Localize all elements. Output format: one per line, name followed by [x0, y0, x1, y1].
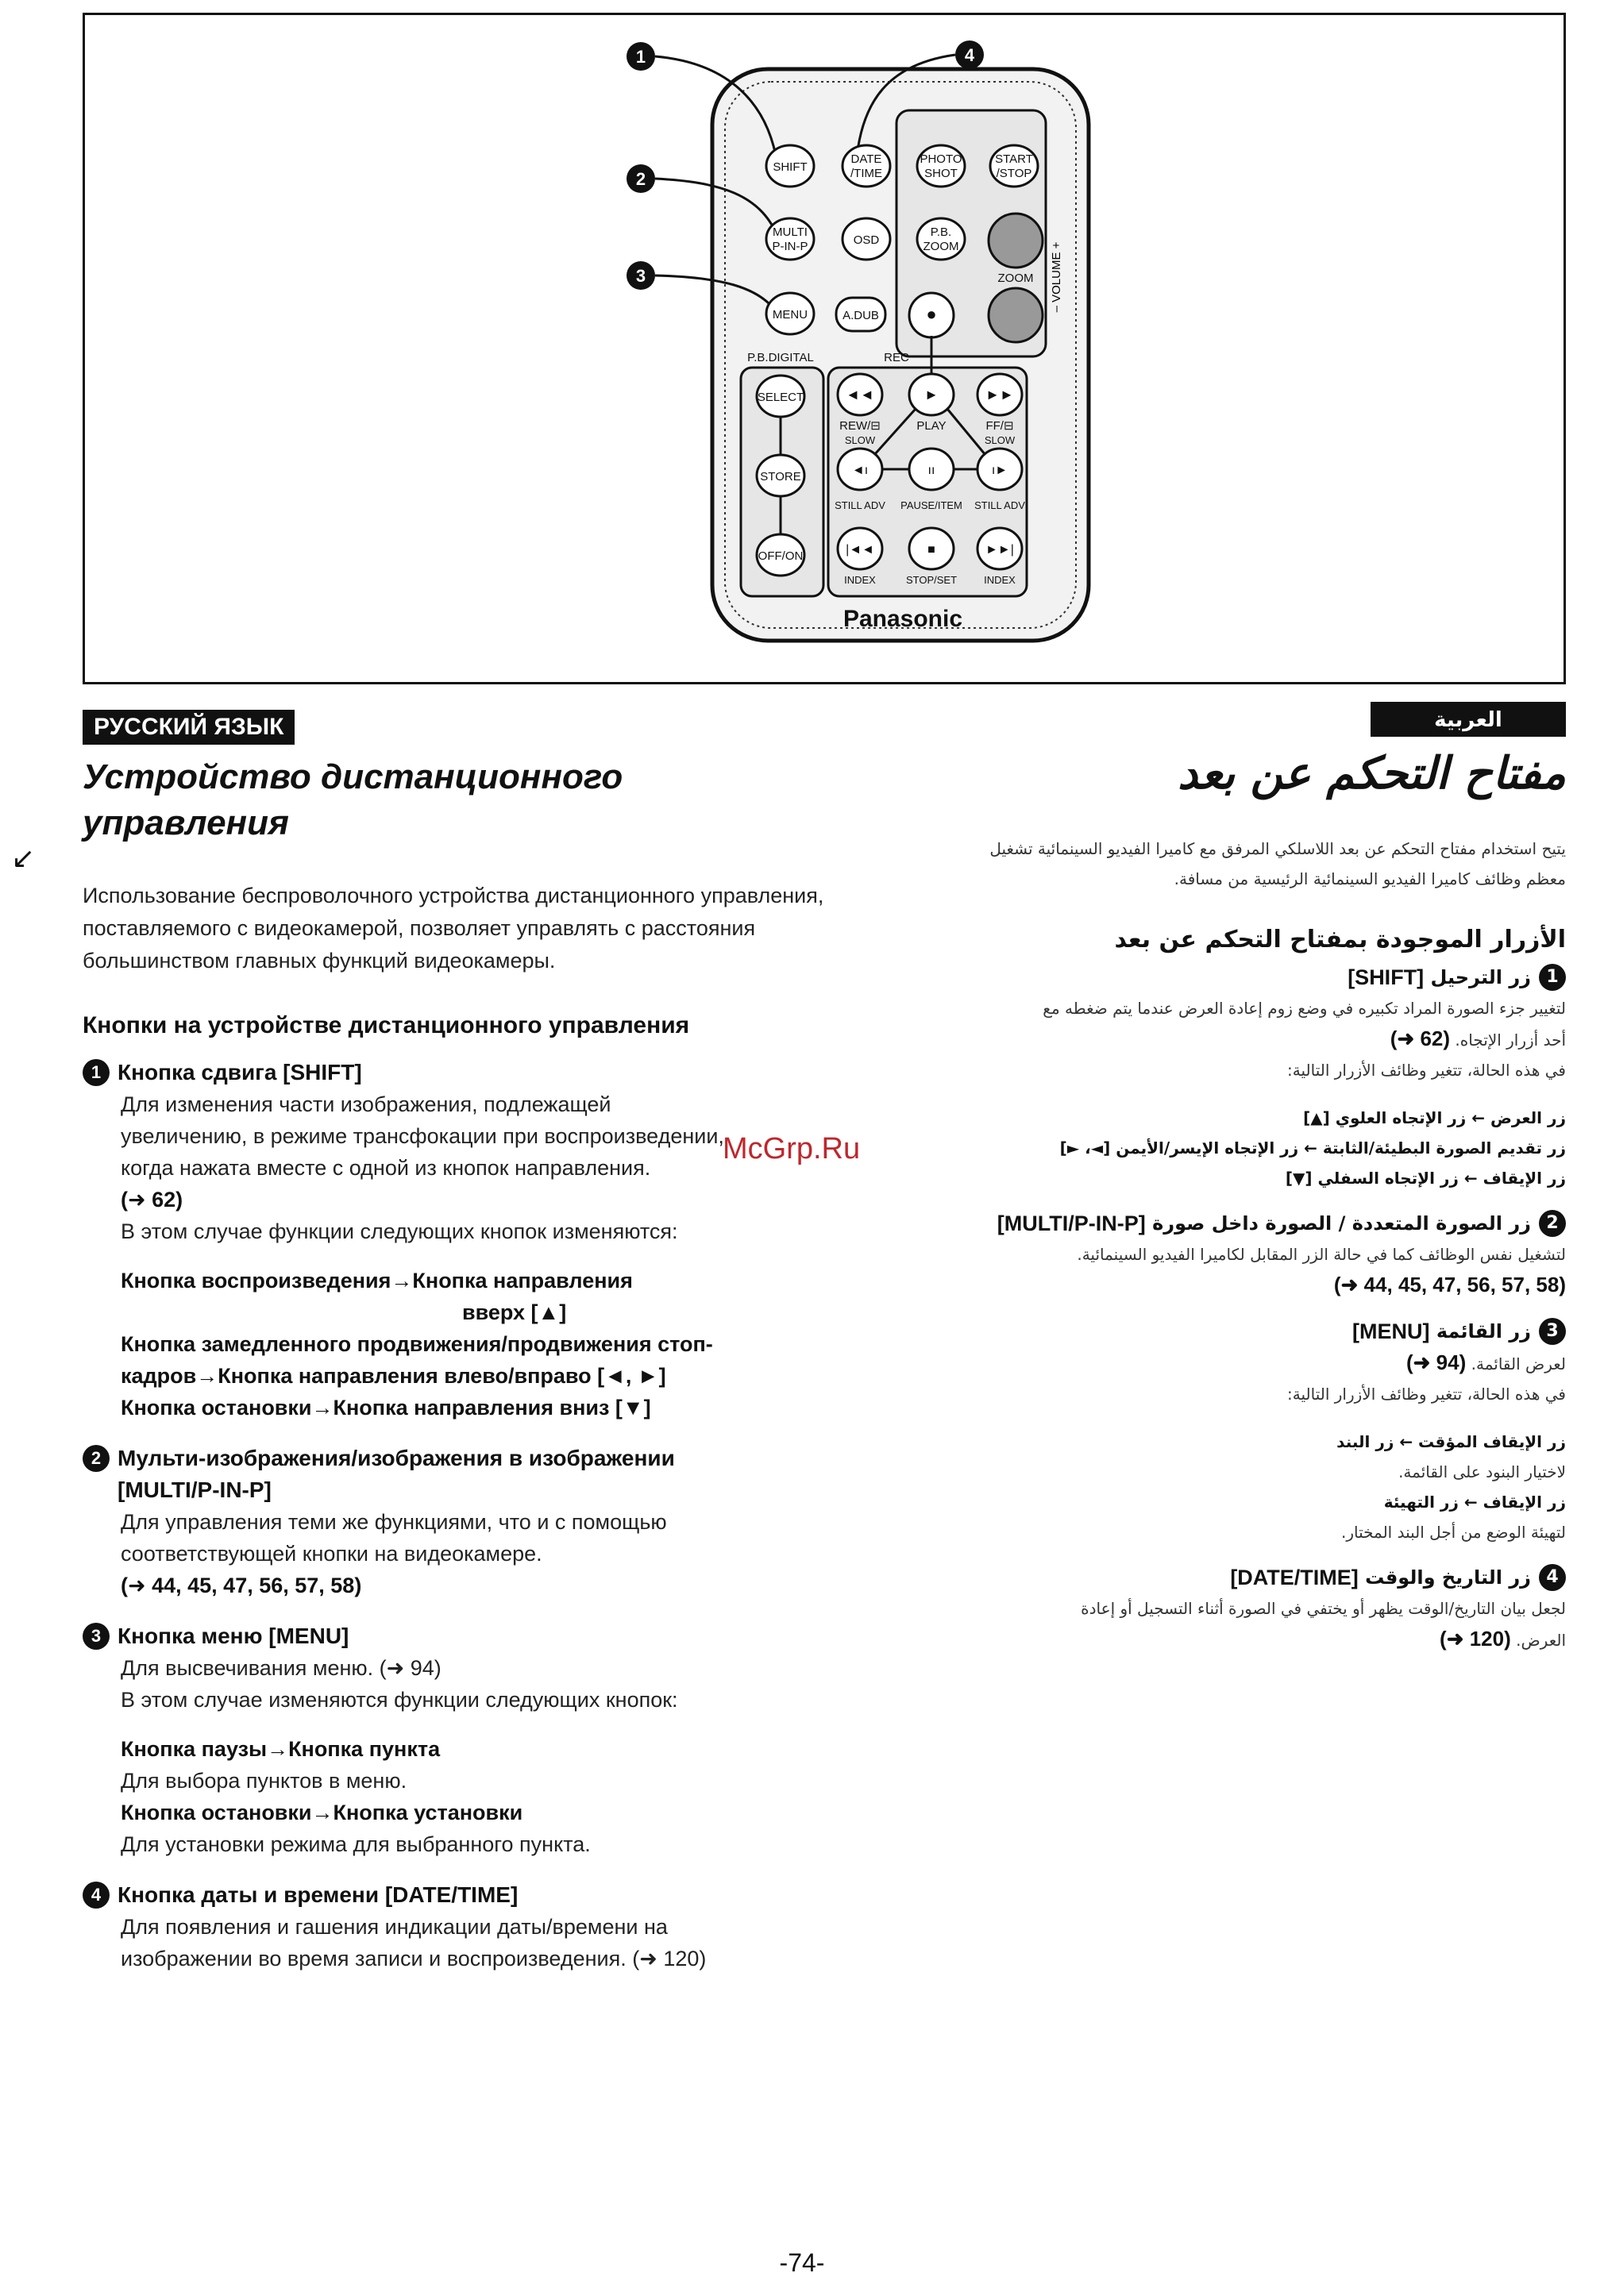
svg-text:●: ● — [926, 304, 937, 324]
svg-text:REC: REC — [884, 351, 909, 364]
svg-text:4: 4 — [964, 45, 975, 65]
callout-3 — [627, 261, 655, 290]
svg-text:OSD: OSD — [853, 233, 880, 247]
callout-1 — [627, 42, 655, 71]
svg-text:MULTI: MULTI — [773, 225, 808, 239]
watermark: McGrp.Ru — [723, 1132, 861, 1165]
svg-text:PHOTO: PHOTO — [920, 152, 962, 166]
svg-text:◄◄: ◄◄ — [846, 387, 874, 403]
ar-item-shift: 1 زر الترحيل [SHIFT] لتغيير جزء الصورة المراد تكبيره في وضع زوم إعادة العرض عندما يتم ضغطه مع أحد أزرار الإتجاه. (➜ 62) في هذه الحالة، تتغير وظائف الأزرار التالية: زر العرض ← زر الإتجاه العلوي [▲] زر تقديم الصورة البطيئة/الثابتة ← زر الإتجاه الإيسر/الأيمن [◄، ►] زر الإيقاف ← زر الإتجاه السفلي [▼] — [1043, 965, 1566, 1188]
svg-text:DATE: DATE — [850, 152, 882, 166]
svg-text:SHIFT: SHIFT — [773, 160, 808, 174]
remote-figure-box — [83, 13, 1566, 684]
svg-text:INDEX: INDEX — [844, 574, 876, 586]
svg-text:P-IN-P: P-IN-P — [772, 240, 808, 253]
ar-page-title: مفتاح التحكم عن بعد — [1178, 748, 1566, 799]
svg-text:SHOT: SHOT — [924, 167, 958, 180]
svg-text:– VOLUME +: – VOLUME + — [1050, 241, 1063, 313]
svg-text:◄ı: ◄ı — [851, 464, 869, 477]
svg-text:ıı: ıı — [927, 464, 935, 477]
pb-zoom-button — [917, 218, 965, 260]
photo-shot-button — [917, 145, 965, 187]
ru-subtitle: Кнопки на устройстве дистанционного управления — [83, 1012, 690, 1038]
multi-pinp-button — [766, 218, 814, 260]
russian-language-tag: РУССКИЙ ЯЗЫК — [83, 710, 295, 745]
zoom-plus-button — [989, 214, 1043, 268]
svg-text:A.DUB: A.DUB — [842, 309, 879, 322]
svg-text:/STOP: /STOP — [996, 167, 1032, 180]
ar-item-date-time: 4 زر التاريخ والوقت [DATE/TIME] لجعل بيان التاريخ/الوقت يظهر أو يختفي في الصورة أثناء التسجيل أو إعادة العرض. (➜ 120) — [1081, 1566, 1566, 1651]
svg-text:P.B.: P.B. — [930, 225, 952, 239]
svg-text:►►: ►► — [985, 387, 1014, 403]
ru-page-title: Устройство дистанционного управления — [83, 757, 623, 842]
svg-text:ZOOM: ZOOM — [997, 272, 1034, 285]
svg-text:■: ■ — [927, 543, 935, 557]
remote-control-illustration — [85, 15, 1564, 682]
svg-text:SELECT: SELECT — [757, 391, 804, 404]
svg-text:/TIME: /TIME — [850, 167, 882, 180]
brand-logo: Panasonic — [842, 606, 963, 632]
page-number: -74- — [779, 2248, 825, 2277]
ar-item-multi: 2 زر الصورة المتعددة / الصورة داخل صورة [MULTI/P-IN-P] لتشغيل نفس الوظائف كما في حالة الزر المقابل لكاميرا الفيديو السينمائية. (➜ 44, 45, 47, 56, 57, 58) — [997, 1212, 1566, 1296]
svg-text:2: 2 — [635, 169, 646, 189]
date-time-button — [842, 145, 890, 187]
svg-text:|◄◄: |◄◄ — [846, 543, 874, 557]
zoom-minus-button — [989, 288, 1043, 342]
svg-text:STILL ADV: STILL ADV — [835, 499, 885, 511]
ar-item-menu: 3 زر القائمة [MENU] لعرض القائمة. (➜ 94) في هذه الحالة، تتغير وظائف الأزرار التالية: زر الإيقاف المؤقت ← زر البند لاختيار البنود على القائمة. زر الإيقاف ← زر التهيئة لتهيئة الوضع من أجل البند المختار. — [1287, 1319, 1566, 1542]
svg-text:MENU: MENU — [772, 308, 808, 322]
svg-text:ZOOM: ZOOM — [923, 240, 959, 253]
arabic-language-tag: العربية — [1371, 702, 1566, 737]
ru-item-multi: 2 Мульти-изображения/изображения в изображении [MULTI/P-IN-P] Для управления теми же функциями, что и с помощью соответствующей кнопки на видеокамере. (➜ 44, 45, 47, 56, 57, 58) — [83, 1443, 877, 1601]
svg-text:3: 3 — [635, 266, 646, 286]
ru-item-menu: 3 Кнопка меню [MENU] Для высвечивания меню. (➜ 94) В этом случае изменяются функции следующих кнопок: Кнопка паузы→Кнопка пункта Для выбора пунктов в меню. Кнопка остановки→Кнопка установки Для установки режима для выбранного пункта. — [83, 1620, 877, 1860]
ar-subtitle: الأزرار الموجودة بمفتاح التحكم عن بعد — [1114, 926, 1566, 953]
svg-text:STOP/SET: STOP/SET — [905, 574, 958, 586]
arabic-column — [873, 746, 1566, 1670]
svg-text:STORE: STORE — [760, 470, 801, 483]
svg-text:INDEX: INDEX — [984, 574, 1016, 586]
svg-text:STILL ADV: STILL ADV — [974, 499, 1025, 511]
svg-text:PLAY: PLAY — [916, 419, 947, 433]
svg-text:P.B.DIGITAL: P.B.DIGITAL — [747, 351, 814, 364]
svg-text:PAUSE/ITEM: PAUSE/ITEM — [900, 499, 962, 511]
svg-text:1: 1 — [635, 47, 646, 67]
svg-text:REW/⊟: REW/⊟ — [839, 419, 881, 433]
ru-item-date-time: 4 Кнопка даты и времени [DATE/TIME] Для появления и гашения индикации даты/времени на изображении во время записи и воспроизведения. (➜ 120) — [83, 1879, 877, 1974]
svg-text:ı►: ı► — [991, 464, 1008, 477]
svg-text:►►|: ►►| — [985, 543, 1014, 557]
svg-text:SLOW: SLOW — [844, 434, 876, 446]
ru-item-shift: 1 Кнопка сдвига [SHIFT] Для изменения части изображения, подлежащей увеличению, в режиме трансфокации при воспроизведении, когда нажата вместе с одной из кнопок направления. (➜ 62) В этом случае функции следующих кнопок изменяются: Кнопка воспроизведения→Кнопка направления вверх [▲] Кнопка замедленного продвижения/продвижения стоп- кадров→Кнопка направления влево/вправо [◄, ►] Кнопка остановки→Кнопка направления вниз [▼] — [83, 1057, 877, 1423]
margin-mark: ↙ — [11, 842, 36, 874]
callout-4 — [955, 40, 984, 69]
callout-2 — [627, 164, 655, 193]
ru-intro-paragraph: Использование беспроволочного устройства дистанционного управления, поставляемого с видеокамерой, позволяет управлять с расстояния большинством главных функций видеокамеры. — [83, 884, 824, 973]
svg-text:FF/⊟: FF/⊟ — [985, 419, 1014, 433]
svg-text:SLOW: SLOW — [984, 434, 1016, 446]
svg-text:►: ► — [924, 387, 939, 403]
russian-column — [83, 754, 877, 1994]
start-stop-button — [990, 145, 1038, 187]
ar-intro-paragraph: يتيح استخدام مفتاح التحكم عن بعد اللاسلكي المرفق مع كاميرا الفيديو السينمائية تشغيل معظم وظائف كاميرا الفيديو السينمائية الرئيسية من مسافة. — [989, 839, 1566, 888]
svg-text:START: START — [995, 152, 1033, 166]
svg-text:OFF/ON: OFF/ON — [758, 549, 804, 563]
